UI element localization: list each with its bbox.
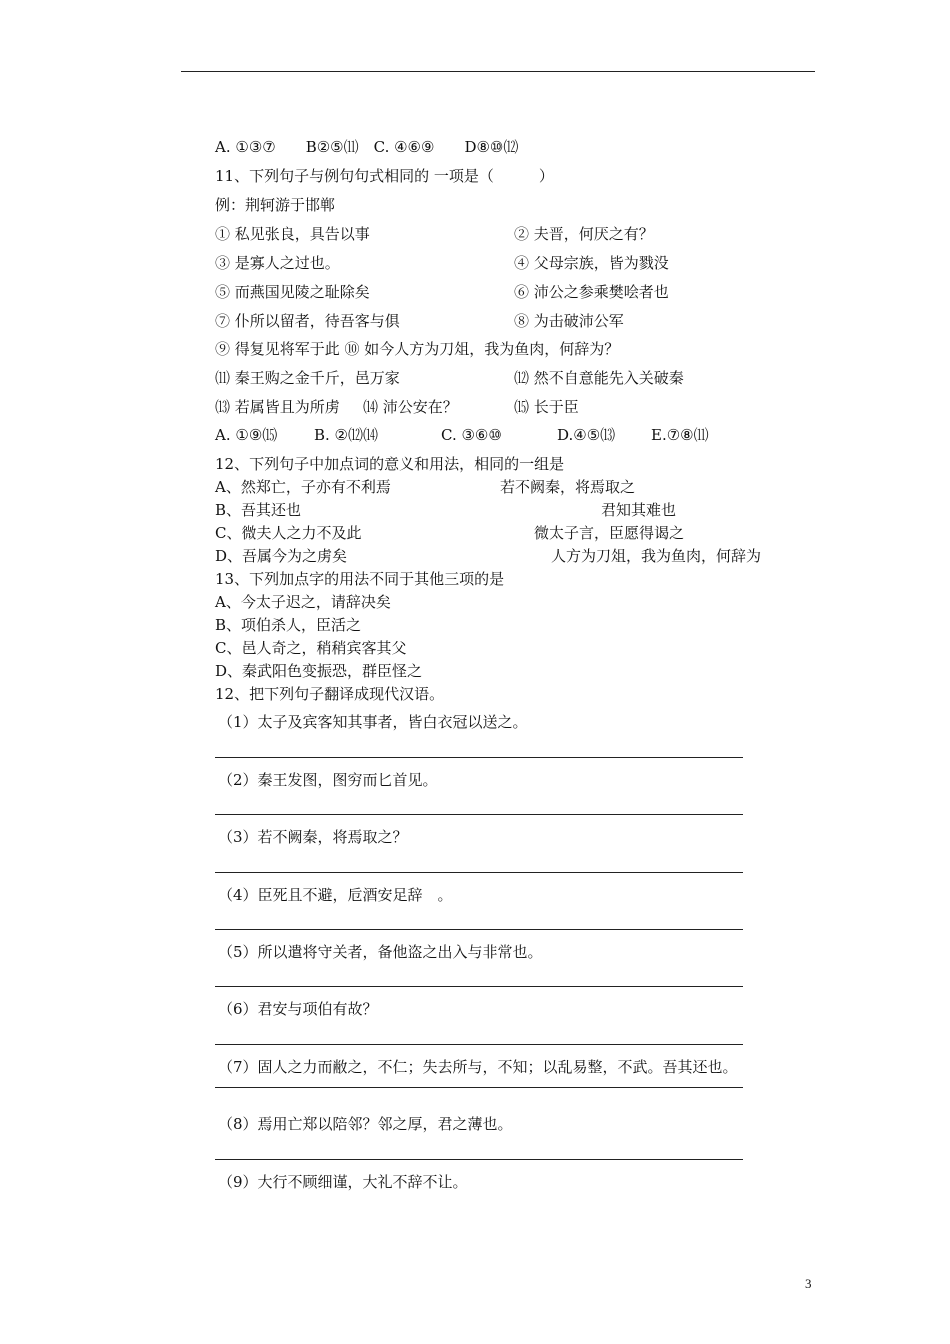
answer-line-2[interactable] xyxy=(215,814,743,815)
translate-item-1: （1）太子及宾客知其事者，皆白衣冠以送之。 xyxy=(218,713,528,731)
q11-option-b: B. ②⑿⒁ xyxy=(314,426,379,444)
q12-option-b-left: B、吾其还也 xyxy=(215,501,302,519)
q12-option-b-right: 君知其难也 xyxy=(601,501,677,519)
q12-option-a-left: A、然郑亡，子亦有不利焉 xyxy=(215,478,391,496)
translate-item-5: （5）所以遣将守关者，备他盗之出入与非常也。 xyxy=(218,943,543,961)
q11-item-13: ⒀ 若属皆且为所虏 xyxy=(215,398,340,416)
q13-option-b: B、项伯杀人，臣活之 xyxy=(215,616,362,634)
q11-option-c: C. ③⑥⑩ xyxy=(441,426,502,444)
q11-option-d: D.④⑤⒀ xyxy=(557,426,616,444)
answer-line-3[interactable] xyxy=(215,872,743,873)
translate-item-3: （3）若不阙秦，将焉取之？ xyxy=(218,828,408,846)
q11-item-3: ③ 是寡人之过也。 xyxy=(215,254,340,272)
q11-item-4: ④ 父母宗族，皆为戮没 xyxy=(514,254,669,272)
q12-option-d-right: 人方为刀俎，我为鱼肉，何辞为 xyxy=(551,547,762,565)
q12-option-c-left: C、微夫人之力不及此 xyxy=(215,524,362,542)
q11-item-5: ⑤ 而燕国见陵之耻除矣 xyxy=(215,283,370,301)
q11-item-7: ⑦ 仆所以留者，待吾客与俱 xyxy=(215,312,400,330)
answer-line-5[interactable] xyxy=(215,986,743,987)
translate-item-2: （2）秦王发图，图穷而匕首见。 xyxy=(218,771,438,789)
q12-stem: 12、下列句子中加点词的意义和用法，相同的一组是 xyxy=(215,455,565,473)
answer-line-7[interactable] xyxy=(215,1087,743,1088)
translate-stem: 12、把下列句子翻译成现代汉语。 xyxy=(215,685,445,703)
q11-item-6: ⑥ 沛公之参乘樊哙者也 xyxy=(514,283,669,301)
q11-item-8: ⑧ 为击破沛公军 xyxy=(514,312,624,330)
translate-item-4: （4）臣死且不避，卮酒安足辞 。 xyxy=(218,886,453,904)
q11-item-15: ⒂ 长于臣 xyxy=(514,398,579,416)
q13-option-a: A、今太子迟之，请辞决矣 xyxy=(215,593,391,611)
translate-item-8: （8）焉用亡郑以陪邻？邻之厚，君之薄也。 xyxy=(218,1115,513,1133)
translate-item-9: （9）大行不顾细谨，大礼不辞不让。 xyxy=(218,1173,468,1191)
q11-item-9-10: ⑨ 得复见将军于此 ⑩ 如今人方为刀俎，我为鱼肉，何辞为？ xyxy=(215,340,620,358)
answer-line-4[interactable] xyxy=(215,929,743,930)
q13-stem: 13、下列加点字的用法不同于其他三项的是 xyxy=(215,570,505,588)
q11-example: 例：荆轲游于邯郸 xyxy=(215,196,336,214)
answer-line-1[interactable] xyxy=(215,757,743,758)
q11-item-1: ① 私见张良，具告以事 xyxy=(215,225,370,243)
q11-item-12: ⑿ 然不自意能先入关破秦 xyxy=(514,369,684,387)
page-number: 3 xyxy=(805,1276,812,1291)
q11-option-e: E.⑦⑧⑾ xyxy=(651,426,709,444)
q12-option-a-right: 若不阙秦，将焉取之 xyxy=(500,478,636,496)
q11-stem: 11、下列句子与例句句式相同的 一项是（ ） xyxy=(215,167,554,185)
q12-option-d-left: D、吾属今为之虏矣 xyxy=(215,547,348,565)
answer-line-8[interactable] xyxy=(215,1159,743,1160)
q11-item-2: ② 夫晋，何厌之有？ xyxy=(514,225,654,243)
header-rule xyxy=(181,71,815,72)
translate-item-7: （7）固人之力而敝之，不仁；失去所与，不知；以乱易整，不武。吾其还也。 xyxy=(218,1058,738,1076)
q11-item-14: ⒁ 沛公安在？ xyxy=(363,398,458,416)
answer-line-6[interactable] xyxy=(215,1044,743,1045)
translate-item-6: （6）君安与项伯有故？ xyxy=(218,1000,378,1018)
q13-option-c: C、邑人奇之，稍稍宾客其父 xyxy=(215,639,407,657)
q11-item-11: ⑾ 秦王购之金千斤，邑万家 xyxy=(215,369,400,387)
q12-option-c-right: 微太子言，臣愿得谒之 xyxy=(534,524,685,542)
q10-options: A. ①③⑦ B②⑤⑾ C. ④⑥⑨ D⑧⑩⑿ xyxy=(215,138,519,156)
q13-option-d: D、秦武阳色变振恐，群臣怪之 xyxy=(215,662,423,680)
q11-option-a: A. ①⑨⒂ xyxy=(215,426,278,444)
